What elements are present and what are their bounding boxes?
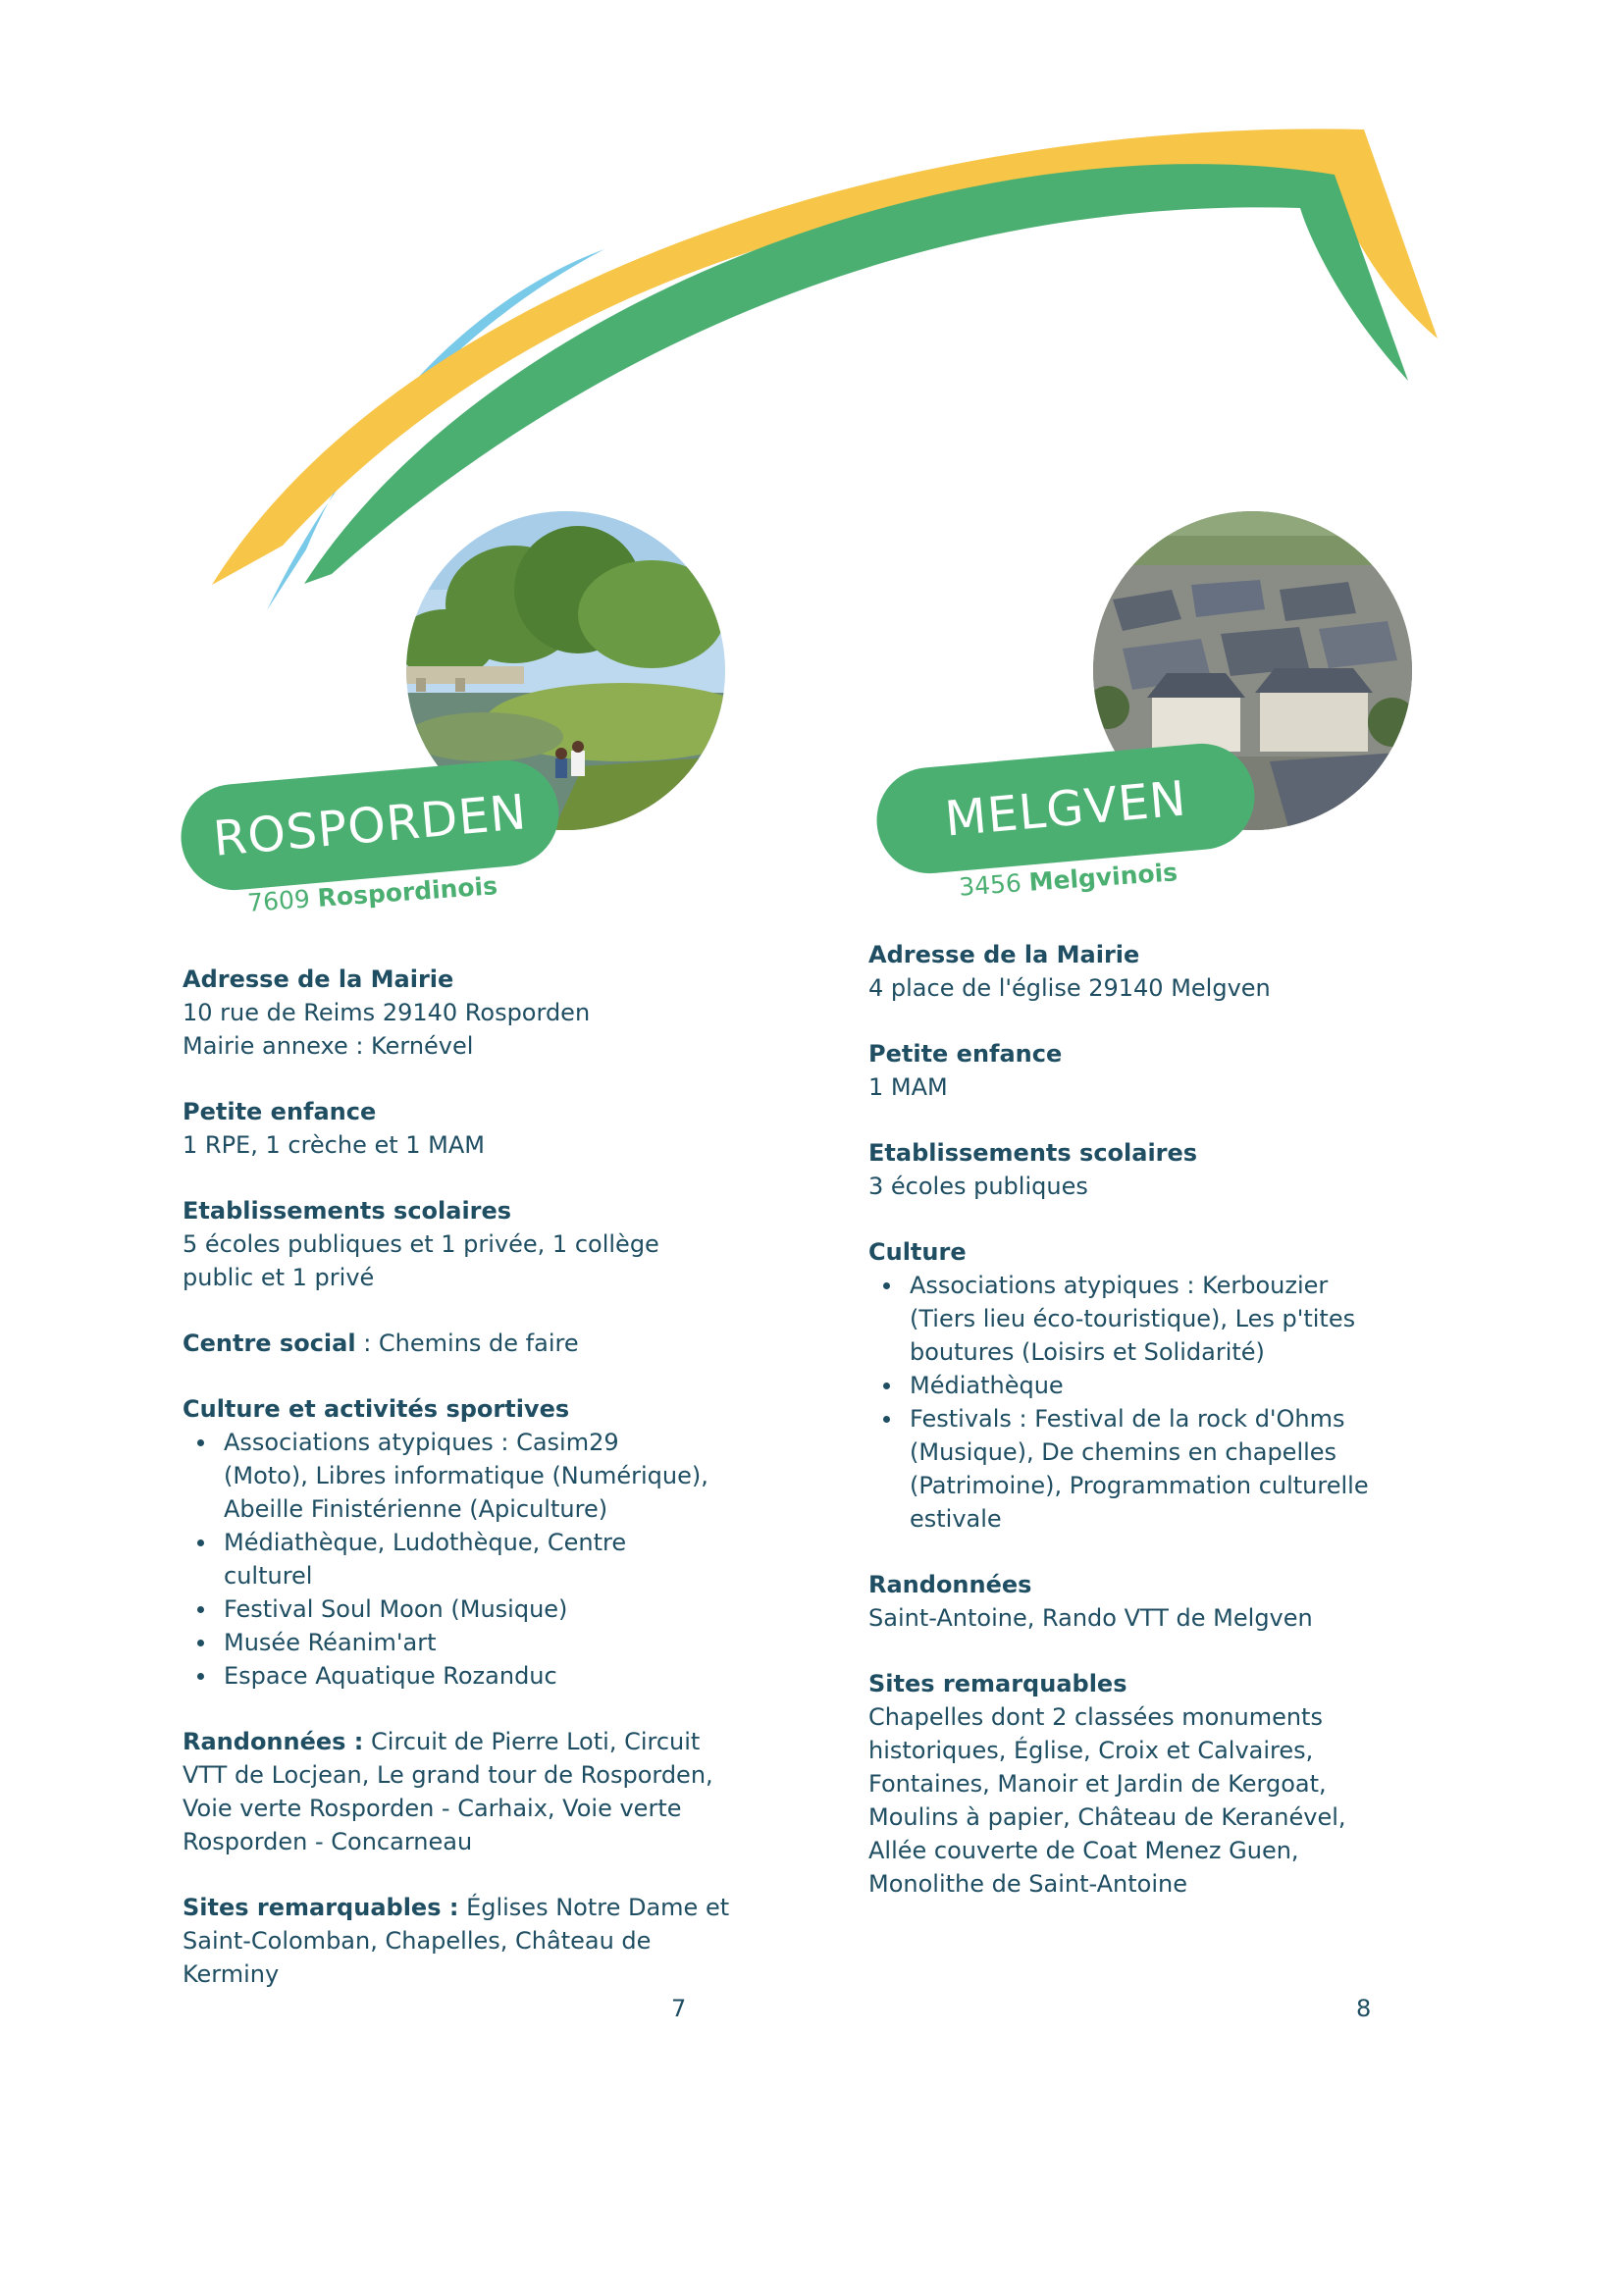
section-text-line: Saint-Colomban, Chapelles, Château de — [183, 1927, 652, 1955]
population-count: 3456 — [958, 868, 1022, 902]
list-item — [910, 1269, 1418, 1369]
section-text-line: Monolithe de Saint-Antoine — [868, 1870, 1187, 1898]
section-title: Culture — [868, 1238, 967, 1266]
section-scolaires — [183, 1194, 732, 1294]
list-item-line: Associations atypiques : Casim29 — [224, 1429, 619, 1456]
section-petite-enfance — [868, 1037, 1418, 1104]
list-item-line: boutures (Loisirs et Solidarité) — [910, 1338, 1265, 1366]
culture-list — [183, 1426, 732, 1693]
section-title: Petite enfance — [183, 1098, 377, 1125]
list-item — [224, 1592, 732, 1626]
mairie-address-line: 10 rue de Reims 29140 Rosporden — [183, 999, 591, 1026]
section-title: Sites remarquables — [868, 1670, 1127, 1697]
section-randonnees — [183, 1725, 732, 1858]
list-item — [910, 1402, 1418, 1536]
list-item-line: Festival Soul Moon (Musique) — [224, 1595, 568, 1623]
section-sites — [868, 1667, 1418, 1901]
section-text-line: historiques, Église, Croix et Calvaires, — [868, 1737, 1314, 1764]
section-text-line: public et 1 privé — [183, 1264, 375, 1291]
section-title: Petite enfance — [868, 1040, 1063, 1068]
melgven-title-banner — [872, 739, 1259, 877]
section-text-line: Rosporden - Concarneau — [183, 1828, 473, 1855]
section-title: Sites remarquables : — [183, 1894, 459, 1921]
list-item-line: (Moto), Libres informatique (Numérique), — [224, 1462, 708, 1489]
section-mairie — [868, 938, 1418, 1005]
list-item-line: Médiathèque, Ludothèque, Centre — [224, 1529, 627, 1556]
list-item-line: (Tiers lieu éco-touristique), Les p'tites — [910, 1305, 1356, 1332]
section-title: Centre social — [183, 1330, 356, 1357]
list-item — [224, 1626, 732, 1659]
section-text-line: Kerminy — [183, 1960, 280, 1988]
list-item — [224, 1659, 732, 1693]
section-text-line: Allée couverte de Coat Menez Guen, — [868, 1837, 1299, 1864]
list-item-line: Musée Réanim'art — [224, 1629, 437, 1656]
mairie-address-line: 4 place de l'église 29140 Melgven — [868, 974, 1271, 1002]
randonnees-line — [183, 1725, 732, 1758]
section-petite-enfance — [183, 1095, 732, 1162]
section-text-line: Fontaines, Manoir et Jardin de Kergoat, — [868, 1770, 1327, 1798]
list-item — [224, 1526, 732, 1592]
section-randonnees — [868, 1568, 1418, 1635]
list-item-line: (Musique), De chemins en chapelles — [910, 1438, 1337, 1466]
section-mairie — [183, 963, 732, 1063]
mairie-annex-line: Mairie annexe : Kernével — [183, 1032, 474, 1060]
list-item-line: Abeille Finistérienne (Apiculture) — [224, 1495, 608, 1523]
melgven-info-column — [868, 938, 1418, 1933]
section-text-line: Voie verte Rosporden - Carhaix, Voie verte — [183, 1795, 682, 1822]
section-text-line: 5 écoles publiques et 1 privée, 1 collège — [183, 1230, 659, 1258]
list-item-line: Médiathèque — [910, 1372, 1064, 1399]
section-text-line: Saint-Antoine, Rando VTT de Melgven — [868, 1604, 1313, 1632]
section-text-inline: Églises Notre Dame et — [458, 1894, 730, 1921]
section-text-line: Chapelles dont 2 classées monuments — [868, 1703, 1323, 1731]
list-item-line: estivale — [910, 1505, 1002, 1533]
centre-social-line — [183, 1327, 732, 1360]
section-title: Randonnées — [868, 1571, 1032, 1598]
town-name-melgven: MELGVEN — [942, 769, 1189, 848]
section-text-line: 3 écoles publiques — [868, 1173, 1088, 1200]
section-text-line: 1 RPE, 1 crèche et 1 MAM — [183, 1131, 486, 1159]
list-item-line: Espace Aquatique Rozanduc — [224, 1662, 557, 1690]
population-count: 7609 — [246, 884, 311, 917]
section-text-line: Moulins à papier, Château de Keranével, — [868, 1803, 1346, 1831]
centre-social-value: : Chemins de faire — [355, 1330, 579, 1357]
section-centre-social — [183, 1327, 732, 1360]
list-item — [224, 1426, 732, 1526]
sites-line — [183, 1891, 732, 1924]
list-item-line: (Patrimoine), Programmation culturelle — [910, 1472, 1369, 1499]
rosporden-title-banner — [177, 756, 563, 894]
section-title: Etablissements scolaires — [868, 1139, 1198, 1167]
section-title: Randonnées : — [183, 1728, 364, 1755]
section-culture — [868, 1235, 1418, 1536]
list-item-line: Associations atypiques : Kerbouzier — [910, 1272, 1329, 1299]
list-item — [910, 1369, 1418, 1402]
section-text-line: VTT de Locjean, Le grand tour de Rosporden, — [183, 1761, 713, 1789]
demonym: Rospordinois — [316, 871, 498, 913]
page-number-right: 8 — [1356, 1995, 1372, 2022]
section-title: Etablissements scolaires — [183, 1197, 512, 1225]
section-text-inline: Circuit de Pierre Loti, Circuit — [363, 1728, 701, 1755]
section-text-line: 1 MAM — [868, 1073, 948, 1101]
page-number-left: 7 — [671, 1995, 687, 2022]
list-item-line: culturel — [224, 1562, 313, 1590]
rosporden-info-column — [183, 963, 732, 2023]
section-title: Culture et activités sportives — [183, 1395, 570, 1423]
section-scolaires — [868, 1136, 1418, 1203]
list-item-line: Festivals : Festival de la rock d'Ohms — [910, 1405, 1345, 1433]
section-culture — [183, 1392, 732, 1693]
section-title: Adresse de la Mairie — [183, 965, 454, 993]
culture-list — [868, 1269, 1418, 1536]
town-name-rosporden: ROSPORDEN — [211, 783, 529, 867]
section-sites — [183, 1891, 732, 1991]
section-title: Adresse de la Mairie — [868, 941, 1140, 968]
demonym: Melgvinois — [1027, 858, 1179, 897]
